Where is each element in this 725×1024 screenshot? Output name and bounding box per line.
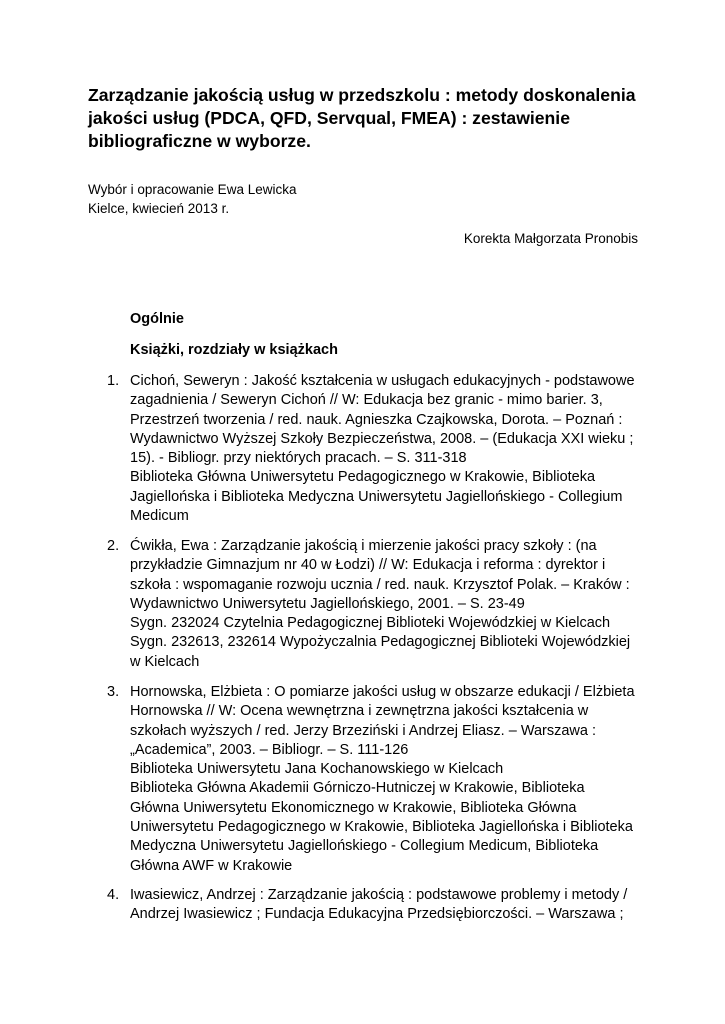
entry-line: Główna Uniwersytetu Ekonomicznego w Krakowie, Biblioteka Główna — [130, 799, 577, 816]
entry-line: Przestrzeń tworzenia / red. nauk. Agnieszka Czajkowska, Dorota. – Poznań : — [130, 411, 623, 428]
entry-line: w Kielcach — [130, 653, 200, 670]
entry-line: Ćwikła, Ewa : Zarządzanie jakością i mierzenie jakości pracy szkoły : (na — [130, 538, 597, 554]
entry-number: 3. — [107, 684, 120, 700]
entry-line: szkołach wyższych / red. Jerzy Brzeziński i Andrzej Eliasz. – Warszawa : — [130, 722, 597, 739]
entry-line: przykładzie Gimnazjum nr 40 w Łodzi) // W: Edukacja i reforma : dyrektor i — [130, 557, 606, 574]
entry-line: Biblioteka Uniwersytetu Jana Kochanowskiego w Kielcach — [130, 761, 504, 778]
entry-line: Andrzej Iwasiewicz ; Fundacja Edukacyjna Przedsiębiorczości. – Warszawa ; — [130, 906, 624, 923]
place-date: Kielce, kwiecień 2013 r. — [88, 200, 230, 216]
section-heading-books: Książki, rozdziały w książkach — [130, 342, 338, 358]
entry-text — [130, 537, 650, 672]
entry-line: „Academica”, 2003. – Bibliogr. – S. 111-126 — [130, 741, 409, 758]
entry-line: Sygn. 232024 Czytelnia Pedagogicznej Biblioteki Wojewódzkiej w Kielcach — [130, 615, 611, 632]
entry-line: Wydawnictwo Uniwersytetu Jagiellońskiego, 2001. – S. 23-49 — [130, 595, 525, 612]
entry-line: Główna AWF w Krakowie — [130, 857, 293, 874]
entry-line: Uniwersytetu Pedagogicznego w Krakowie, Biblioteka Jagiellońska i Biblioteka — [130, 819, 633, 836]
entry-line: Biblioteka Główna Akademii Górniczo-Hutniczej w Krakowie, Biblioteka — [130, 780, 585, 797]
entry-line: Hornowska // W: Ocena wewnętrzna i zewnętrzna jakości kształcenia w — [130, 703, 589, 720]
entry-line: Sygn. 232613, 232614 Wypożyczalnia Pedagogicznej Biblioteki Wojewódzkiej — [130, 634, 631, 651]
entry-line: zagadnienia / Seweryn Cichoń // W: Edukacja bez granic - mimo barier. 3, — [130, 392, 603, 409]
entry-line: Cichoń, Seweryn : Jakość kształcenia w usługach edukacyjnych - podstawowe — [130, 373, 635, 389]
entry-number: 2. — [107, 538, 120, 554]
entry-line: Wydawnictwo Wyższej Szkoły Bezpieczeństwa, 2008. – (Edukacja XXI wieku ; — [130, 430, 634, 447]
entry-text — [130, 683, 650, 876]
compiled-by: Wybór i opracowanie Ewa Lewicka — [88, 182, 297, 197]
entry-line: Biblioteka Główna Uniwersytetu Pedagogicznego w Krakowie, Biblioteka — [130, 469, 596, 486]
entry-line: Medyczna Uniwersytetu Jagiellońskiego - Collegium Medicum, Biblioteka — [130, 838, 599, 855]
entry-line: szkoła : wspomaganie rozwoju ucznia / red. nauk. Krzysztof Polak. – Kraków : — [130, 576, 630, 593]
entry-line: 15). - Bibliogr. przy niektórych pracach. – S. 311-318 — [130, 450, 467, 467]
document-meta — [88, 181, 296, 218]
entry-text — [130, 372, 650, 526]
entry-line: Jagiellońska i Biblioteka Medyczna Uniwersytetu Jagiellońskiego - Collegium — [130, 488, 623, 505]
proofreading-credit: Korekta Małgorzata Pronobis — [463, 231, 638, 246]
document-title: Zarządzanie jakością usług w przedszkolu : metody doskonalenia jakości usług (PDCA, QFD, Servqual, FMEA) : zestawienie bibliograficzne w wyborze. — [88, 85, 636, 151]
section-heading-general: Ogólnie — [130, 311, 184, 327]
entry-number: 1. — [107, 373, 120, 389]
entry-number: 4. — [107, 887, 120, 903]
entry-line: Medicum — [130, 508, 189, 525]
entry-line: Iwasiewicz, Andrzej : Zarządzanie jakością : podstawowe problemy i metody / — [130, 887, 628, 903]
entry-text — [130, 886, 650, 925]
entry-line: Hornowska, Elżbieta : O pomiarze jakości usług w obszarze edukacji / Elżbieta — [130, 684, 635, 700]
